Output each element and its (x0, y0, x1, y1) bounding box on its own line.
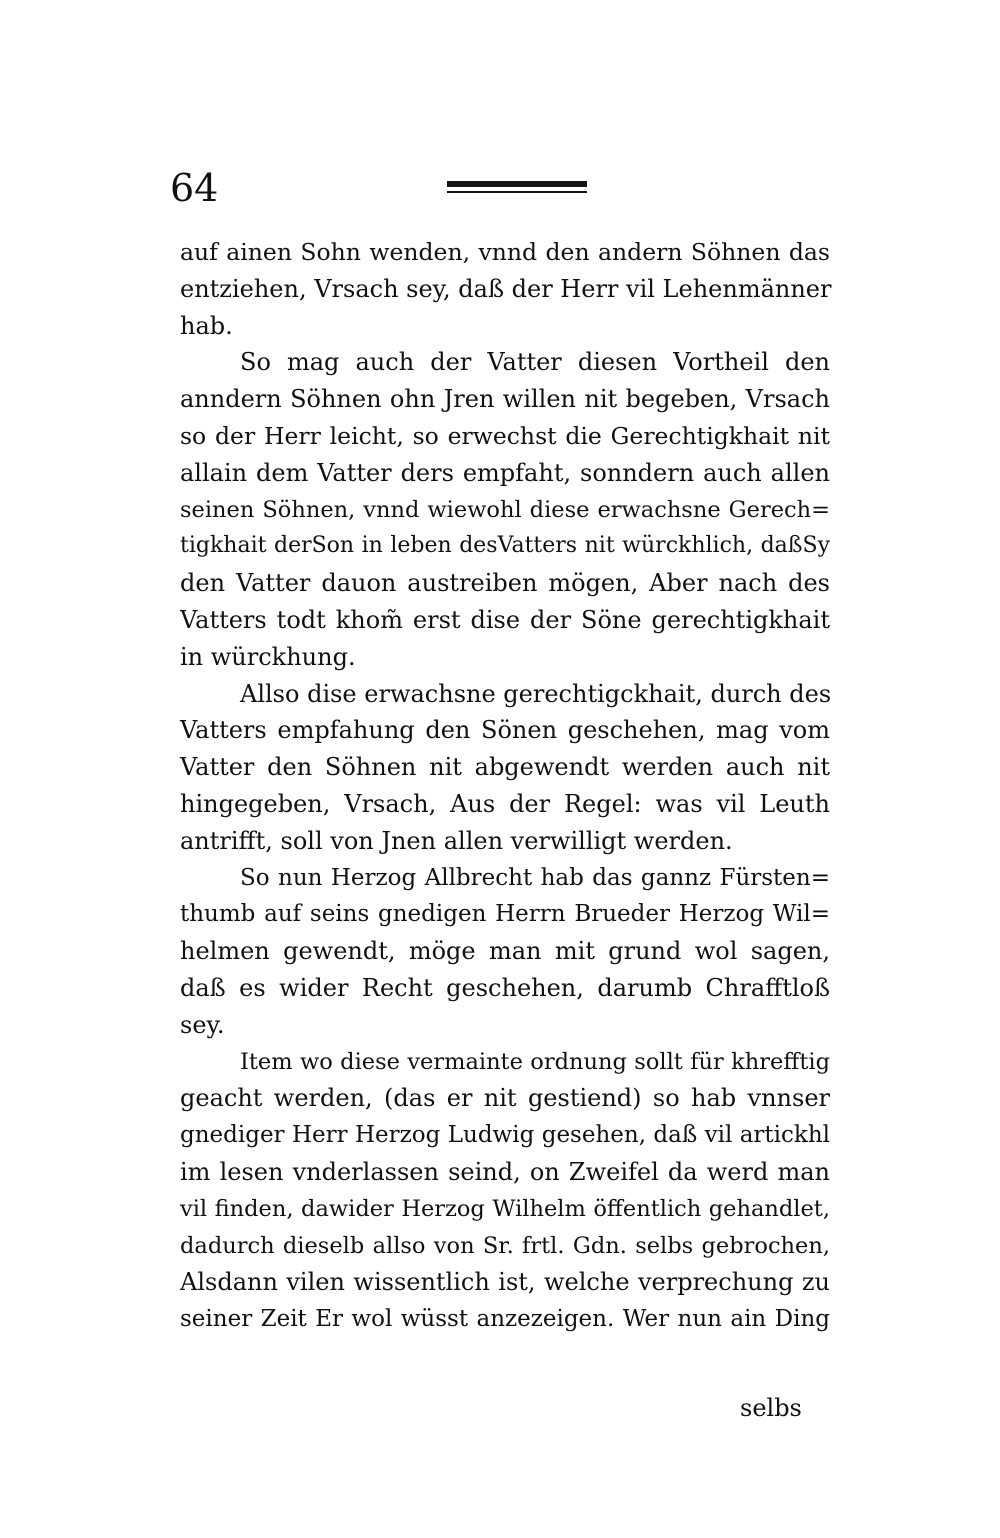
text-line: hab. (180, 311, 233, 340)
text-line: Alsdann vilen wissentlich ist, welche verprechung zu (180, 1268, 830, 1297)
text-line: seinen Söhnen, vnnd wiewohl diese erwachsne Gerech= (180, 496, 830, 523)
text-line: antrifft, soll von Jnen allen verwilligt werden. (180, 826, 733, 855)
text-line: geacht werden, (das er nit gestiend) so hab vnnser (180, 1084, 830, 1113)
text-line: seiner Zeit Er wol wüsst anzezeigen. Wer nun ain Ding (180, 1306, 830, 1333)
text-line: thumb auf seins gnedigen Herrn Brueder Herzog Wil= (180, 901, 830, 928)
text-line: So mag auch der Vatter diesen Vortheil den (240, 348, 830, 377)
text-line: Vatters todt khom̃ erst dise der Söne gerechtigkhait (180, 605, 830, 634)
text-line: gnediger Herr Herzog Ludwig gesehen, daß vil artickhl (180, 1122, 830, 1149)
text-line: helmen gewendt, möge man mit grund wol sagen, (180, 937, 830, 966)
text-line: sey. (180, 1010, 225, 1039)
header-rule (447, 181, 587, 193)
text-line: Vatter den Söhnen nit abgewendt werden auch nit (180, 753, 830, 782)
text-line: allain dem Vatter ders empfaht, sonndern auch allen (180, 458, 830, 487)
text-line: anndern Söhnen ohn Jren willen nit begeben, Vrsach (180, 385, 830, 414)
text-line: hingegeben, Vrsach, Aus der Regel: was vil Leuth (180, 789, 830, 818)
page-number: 64 (170, 166, 219, 210)
text-line: so der Herr leicht, so erwechst die Gerechtigkhait nit (180, 421, 830, 450)
catchword: selbs (740, 1394, 802, 1422)
text-line: So nun Herzog Allbrecht hab das gannz Fürsten= (240, 864, 830, 891)
text-line: daß es wider Recht geschehen, darumb Chrafftloß (180, 973, 830, 1002)
text-line: in würckhung. (180, 642, 356, 671)
text-line: Vatters empfahung den Sönen geschehen, mag vom (180, 716, 830, 745)
body-text (180, 234, 830, 1338)
text-line: vil finden, dawider Herzog Wilhelm öffentlich gehandlet, (180, 1195, 830, 1222)
text-line: im lesen vnderlassen seind, on Zweifel da werd man (180, 1157, 830, 1186)
text-line: Allso dise erwachsne gerechtigckhait, durch des (240, 679, 832, 708)
text-line: tigkhait derSon in leben desVatters nit würckhlich, daßSy (180, 533, 830, 559)
text-line: entziehen, Vrsach sey, daß der Herr vil Lehenmänner (180, 274, 832, 303)
header-rule-thick (447, 181, 587, 187)
text-line: den Vatter dauon austreiben mögen, Aber nach des (180, 569, 830, 598)
text-line: dadurch dieselb allso von Sr. frtl. Gdn. selbs gebrochen, (180, 1232, 830, 1259)
text-line: auf ainen Sohn wenden, vnnd den andern Söhnen das (180, 238, 830, 266)
text-line: Item wo diese vermainte ordnung sollt für khrefftig (240, 1048, 830, 1075)
header-rule-thin (447, 191, 587, 193)
